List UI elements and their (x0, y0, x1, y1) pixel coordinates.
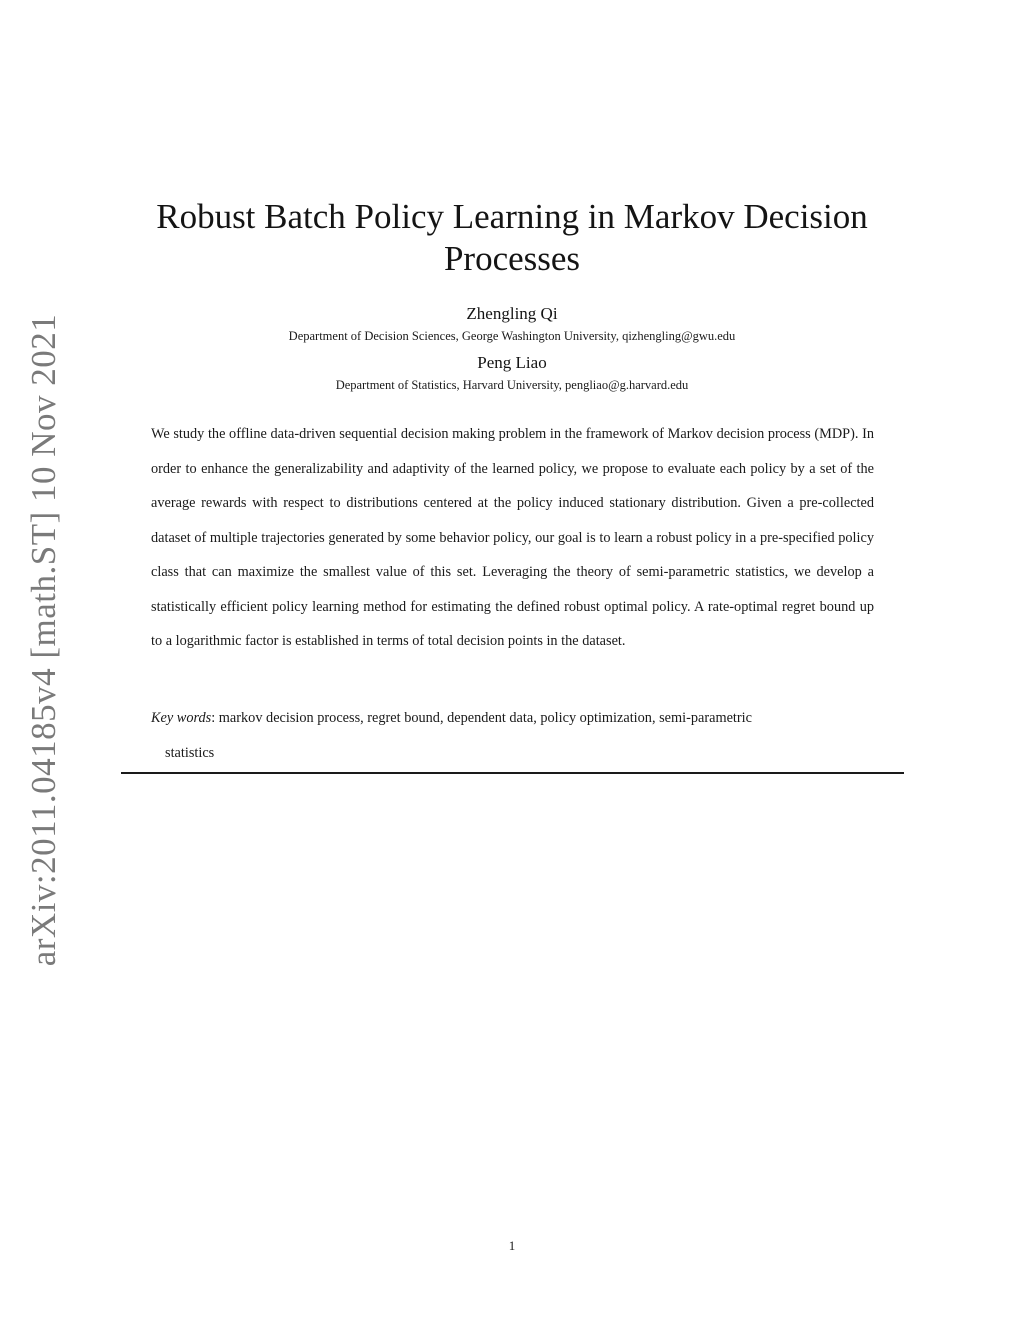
keywords-label: Key words (151, 710, 212, 726)
keywords-text-continued: statistics (165, 744, 215, 761)
keywords-block (151, 701, 874, 770)
author-block-1 (120, 303, 904, 345)
paper-title: Robust Batch Policy Learning in Markov Decision Processes (156, 197, 868, 278)
author-name: Zhengling Qi (466, 304, 558, 323)
author-affiliation: Department of Decision Sciences, George Washington University, qizhengling@gwu.edu (288, 329, 736, 343)
abstract-paragraph: We study the offline data-driven sequential decision making problem in the framework of Markov decision process (MDP). In order to enhance the generalizability and adaptivity of the learned policy, we propose to evaluate each policy by a set of the average rewards with respect to distributions centered at the policy induced stationary distribution. Given a pre-collected dataset of multiple trajectories generated by some behavior policy, our goal is to learn a robust policy in a pre-specified policy class that can maximize the smallest value of this set. Leveraging the theory of semi-parametric statistics, we develop a statistically efficient policy learning method for estimating the defined robust optimal policy. A rate-optimal regret bound up to a logarithmic factor is established in terms of total decision points in the dataset. (151, 426, 874, 649)
page-number: 1 (508, 1238, 516, 1253)
keywords-separator: : (211, 710, 216, 726)
author-affiliation: Department of Statistics, Harvard University, pengliao@g.harvard.edu (335, 378, 689, 392)
section-divider (121, 772, 904, 774)
keywords-text: markov decision process, regret bound, dependent data, policy optimization, semi-parametric (218, 710, 752, 726)
author-block-2 (120, 352, 904, 394)
arxiv-identifier-stamp: arXiv:2011.04185v4 [math.ST] 10 Nov 2021 (24, 313, 63, 967)
author-name: Peng Liao (477, 353, 547, 372)
